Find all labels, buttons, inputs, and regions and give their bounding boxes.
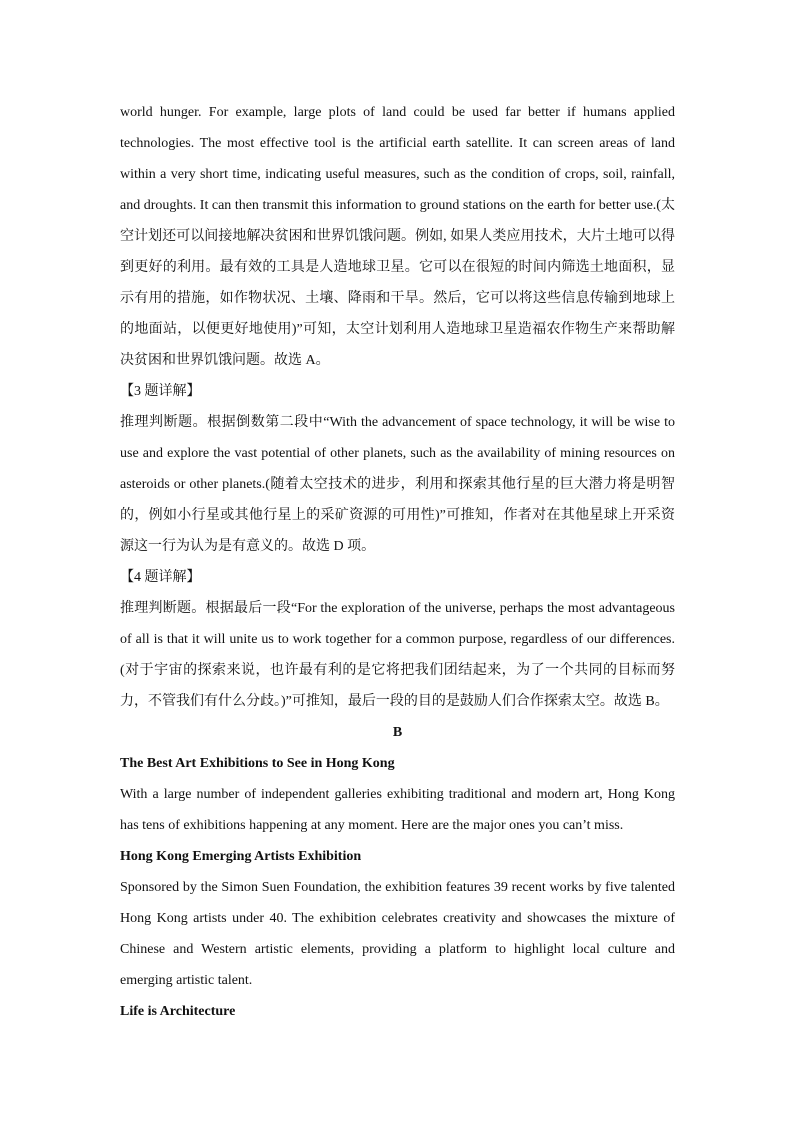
document-page [120,97,675,1027]
passage-title: The Best Art Exhibitions to See in Hong Kong [120,756,395,771]
answer-3-explanation: 推理判断题。根据倒数第二段中“With the advancement of space technology, it will be wise to use and explore the vast potential of other planets, such as the availability of mining resources on asteroids or other planets.(随着太空技术的进步，利用和探索其他行星的巨大潜力将是明智的，例如小行星或其他行星上的采矿资源的可用性)”可推知，作者对在其他星球上开采资源这一行为认为是有意义的。故选 D 项。 [120,415,675,554]
question-3-heading: 【3 题详解】 [120,384,201,399]
answer-4-explanation: 推理判断题。根据最后一段“For the exploration of the universe, perhaps the most advantageous of all is that it will unite us to work together for a common purpose, regardless of our differences.(对于宇宙的探索来说，也许最有利的是它将把我们团结起来，为了一个共同的目标而努力，不管我们有什么分歧。)”可推知，最后一段的目的是鼓励人们合作探索太空。故选 B。 [120,601,675,709]
section-letter: B [392,725,403,740]
exhibition-1-title: Hong Kong Emerging Artists Exhibition [120,849,362,864]
exhibition-1-text: Sponsored by the Simon Suen Foundation, the exhibition features 39 recent works by five talented Hong Kong artists under 40. The exhibition celebrates creativity and showcases the mixture of Chinese and Western artistic elements, providing a platform to highlight local culture and emerging artistic talent. [120,880,675,988]
exhibition-2-title: Life is Architecture [120,1004,236,1019]
answer-2-explanation: world hunger. For example, large plots of land could be used far better if humans applied technologies. The most effective tool is the artificial earth satellite. It can screen areas of land within a very short time, indicating useful measures, such as the condition of crops, soil, rainfall, and droughts. It can then transmit this information to ground stations on the earth for better use.(太空计划还可以间接地解决贫困和世界饥饿问题。例如, 如果人类应用技术，大片土地可以得到更好的利用。最有效的工具是人造地球卫星。它可以在很短的时间内筛选土地面积，显示有用的措施，如作物状况、土壤、降雨和干旱。然后，它可以将这些信息传输到地球上的地面站，以便更好地使用)”可知，太空计划利用人造地球卫星造福农作物生产来帮助解决贫困和世界饥饿问题。故选 A。 [120,105,675,368]
question-4-heading: 【4 题详解】 [120,570,201,585]
passage-intro: With a large number of independent galleries exhibiting traditional and modern art, Hong Kong has tens of exhibitions happening at any moment. Here are the major ones you can’t miss. [120,787,675,833]
